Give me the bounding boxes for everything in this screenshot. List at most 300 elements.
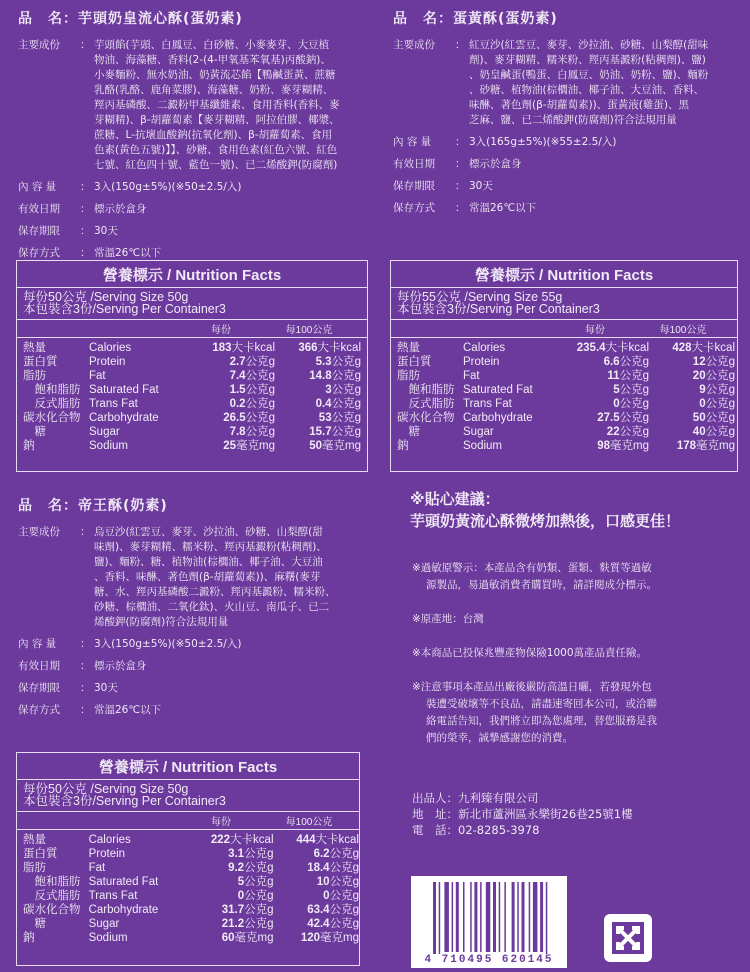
per-serving-value bbox=[555, 355, 649, 369]
ingredients-label: 主要成份 bbox=[18, 526, 60, 538]
unit: 公克g bbox=[244, 876, 274, 888]
expiry-date-value: 標示於盒身 bbox=[94, 203, 147, 215]
nutrition-facts-emperor bbox=[16, 752, 360, 966]
unit: 公克g bbox=[619, 426, 649, 438]
amount: 20 bbox=[692, 370, 706, 382]
nutrient-row bbox=[391, 369, 737, 383]
spacer bbox=[391, 321, 555, 336]
per-100g-value bbox=[274, 833, 359, 847]
barcode-bar bbox=[433, 882, 436, 964]
nutrient-row bbox=[17, 931, 359, 945]
unit: 公克g bbox=[245, 370, 275, 382]
nutrient-row bbox=[391, 355, 737, 369]
nutrient-name-en: Sodium bbox=[463, 440, 502, 452]
nutrient-name-zh: 碳水化合物 bbox=[23, 904, 81, 916]
barcode-bar bbox=[517, 882, 519, 952]
nutrient-row bbox=[17, 917, 359, 931]
nutrient-name-zh: 反式脂肪 bbox=[23, 890, 81, 902]
expiry-date-label: 有效日期 bbox=[393, 158, 435, 170]
unit: 公克g bbox=[244, 848, 274, 860]
nutrient-name-zh: 蛋白質 bbox=[23, 356, 58, 368]
nutrient-row bbox=[17, 341, 367, 355]
nutrient-name-en: Fat bbox=[463, 370, 480, 382]
product-name: 品 名：芋頭奶皇流心酥(蛋奶素) bbox=[18, 11, 243, 27]
nutrient-name-zh: 鈉 bbox=[397, 440, 409, 452]
ingredients-line: 芋頭餡(芋頭、白鳳豆、白砂糖、小麥麥芽、大豆植 bbox=[94, 39, 330, 51]
unit: 公克g bbox=[331, 384, 361, 396]
nutrition-title: 營養標示 / Nutrition Facts bbox=[17, 261, 367, 288]
maker: 出品人：九利臻有限公司 bbox=[412, 791, 539, 805]
ingredients-text bbox=[469, 38, 748, 128]
unit: 公克g bbox=[705, 384, 735, 396]
nutrient-name-zh: 糖 bbox=[23, 426, 46, 438]
amount: 60 bbox=[221, 932, 235, 944]
shelf-life-label: 保存期限 bbox=[18, 682, 60, 694]
per-serving-value bbox=[180, 833, 273, 847]
colon: ： bbox=[80, 203, 91, 215]
nutrient-row bbox=[17, 875, 359, 889]
per-serving-value bbox=[555, 397, 649, 411]
barcode-bar bbox=[512, 882, 515, 952]
nutrient-name-en: Trans Fat bbox=[88, 890, 138, 902]
amount: 42.4 bbox=[307, 918, 330, 930]
amount: 7.8 bbox=[229, 426, 246, 438]
nutrient-name-en: Fat bbox=[88, 862, 106, 874]
content-value: 3入(165g±5%)(※55±2.5/入) bbox=[469, 136, 617, 148]
unit: 公克g bbox=[245, 398, 275, 410]
serving-info bbox=[17, 288, 367, 320]
barcode-bar bbox=[444, 882, 449, 952]
note-line: 裝遭受破壞等不良品，請盡速寄回本公司，或洽聯 bbox=[426, 698, 657, 710]
expiry-date-row bbox=[18, 659, 378, 674]
product-name: 品 名：帝王酥(奶素) bbox=[18, 498, 168, 514]
unit: 公克g bbox=[705, 356, 735, 368]
ingredients-line: 味劑)、麥芽糊精、糯米粉、羥丙基澱粉(粘稠劑)、 bbox=[94, 541, 327, 553]
unit: 公克g bbox=[244, 918, 274, 930]
nutrient-row bbox=[17, 425, 367, 439]
nutrient-name-en: Carbohydrate bbox=[89, 412, 159, 424]
nutrient-row bbox=[391, 341, 737, 355]
per-100g-value bbox=[649, 355, 735, 369]
barcode-bar bbox=[463, 882, 465, 952]
unit: 公克g bbox=[619, 412, 649, 424]
nutrition-title: 營養標示 / Nutrition Facts bbox=[391, 261, 737, 288]
amount: 178 bbox=[676, 440, 697, 452]
nutrient-row bbox=[391, 383, 737, 397]
amount: 0 bbox=[613, 398, 620, 410]
per-100g-value bbox=[275, 397, 361, 411]
colon: ： bbox=[80, 682, 91, 694]
amount: 26.5 bbox=[223, 412, 246, 424]
unit: 公克g bbox=[619, 384, 649, 396]
content-value: 3入(150g±5%)(※50±2.5/入) bbox=[94, 638, 242, 650]
per-serving-value bbox=[180, 847, 273, 861]
per-100g-value bbox=[274, 875, 359, 889]
amount: 2.7 bbox=[229, 356, 246, 368]
content-row bbox=[18, 180, 378, 195]
nutrient-name-en: Protein bbox=[88, 848, 126, 860]
content-label: 內 容 量 bbox=[18, 638, 57, 650]
per-serving-value bbox=[181, 439, 275, 453]
amount: 5 bbox=[237, 876, 245, 888]
unit: 毫克mg bbox=[236, 440, 275, 452]
barcode bbox=[411, 876, 567, 968]
unit: 公克g bbox=[245, 426, 275, 438]
tips-text: 芋頭奶黃流心酥微烤加熱後，口感更佳！ bbox=[410, 512, 681, 530]
nutrient-row bbox=[391, 411, 737, 425]
per-100g-value bbox=[274, 917, 359, 931]
serving-size: 每份50公克 /Serving Size 50g bbox=[23, 290, 189, 304]
amount: 31.7 bbox=[221, 904, 245, 916]
amount: 1.5 bbox=[229, 384, 246, 396]
unit: 大卡kcal bbox=[691, 342, 735, 354]
per-serving-value bbox=[555, 383, 649, 397]
per-serving-value bbox=[181, 411, 275, 425]
barcode-bar bbox=[474, 882, 477, 952]
per-serving-value bbox=[181, 425, 275, 439]
ingredients-line: 糖、水、羥丙基磷酸二澱粉、羥丙基澱粉、糯米粉、 bbox=[94, 586, 336, 598]
barcode-bar bbox=[486, 882, 491, 952]
nutrient-row bbox=[17, 383, 367, 397]
per-100g-value bbox=[649, 397, 735, 411]
barcode-bar bbox=[480, 882, 482, 952]
nutrient-row bbox=[17, 903, 359, 917]
amount: 27.5 bbox=[597, 412, 620, 424]
per-100g-value bbox=[274, 861, 359, 875]
nutrient-name-zh: 脂肪 bbox=[397, 370, 420, 382]
nutrient-name-en: Calories bbox=[89, 342, 132, 354]
ingredients-line: 、砂糖、植物油(棕櫚油、椰子油、大豆油、香料、 bbox=[469, 84, 705, 96]
shelf-life-value: 30天 bbox=[469, 180, 493, 192]
ingredients-label: 主要成份 bbox=[18, 39, 60, 51]
colon: ： bbox=[455, 180, 466, 192]
tips-heading: ※貼心建議： bbox=[410, 490, 500, 508]
product-info-egg-yolk bbox=[393, 8, 748, 216]
per-serving-value bbox=[555, 425, 649, 439]
nutrient-name-zh: 熱量 bbox=[23, 834, 46, 846]
ingredients-line: 紅豆沙(紅雲豆、麥芽、沙拉油、砂糖、山梨醇(甜味 bbox=[469, 39, 709, 51]
column-headers bbox=[17, 812, 359, 830]
nutrient-row bbox=[17, 439, 367, 453]
nutrient-name-zh: 反式脂肪 bbox=[23, 398, 81, 410]
nutrition-facts-egg-yolk bbox=[390, 260, 738, 472]
unit: 公克g bbox=[705, 412, 735, 424]
amount: 428 bbox=[672, 342, 692, 354]
nutrient-row bbox=[391, 425, 737, 439]
amount: 63.4 bbox=[307, 904, 330, 916]
storage-method-value: 常溫26℃以下 bbox=[94, 704, 162, 716]
amount: 9 bbox=[699, 384, 706, 396]
unit: 大卡kcal bbox=[317, 342, 361, 354]
unit: 公克g bbox=[331, 426, 361, 438]
unit: 毫克mg bbox=[322, 440, 361, 452]
col-per-serving: 每份 bbox=[585, 325, 605, 336]
note-line: ※過敏原警示：本產品含有奶類、蛋類、麩質等過敏 bbox=[412, 562, 652, 574]
expiry-date-label: 有效日期 bbox=[18, 203, 60, 215]
unit: 公克g bbox=[329, 890, 359, 902]
serving-info bbox=[17, 780, 359, 812]
nutrient-row bbox=[17, 355, 367, 369]
servings-per-container: 本包裝含3份/Serving Per Container3 bbox=[23, 794, 226, 808]
ingredients-line: 小麥麵粉、無水奶油、奶黃流芯餡【鴨鹹蛋黃、蔗糖 bbox=[94, 69, 336, 81]
nutrient-name-en: Saturated Fat bbox=[88, 876, 159, 888]
unit: 公克g bbox=[329, 848, 359, 860]
ingredients-line: 砂糖、棕櫚油、二氧化鈦)、火山豆、南瓜子、已二 bbox=[94, 601, 330, 613]
barcode-bar bbox=[533, 882, 538, 952]
ingredients-row bbox=[18, 38, 378, 173]
unit: 公克g bbox=[329, 918, 359, 930]
per-100g-value bbox=[649, 439, 735, 453]
amount: 235.4 bbox=[576, 342, 606, 354]
unit: 公克g bbox=[705, 370, 735, 382]
colon: ： bbox=[455, 136, 466, 148]
amount: 183 bbox=[212, 342, 232, 354]
content-value: 3入(150g±5%)(※50±2.5/入) bbox=[94, 181, 242, 193]
per-serving-value bbox=[180, 917, 273, 931]
note-line: ※原產地：台灣 bbox=[412, 613, 484, 625]
expiry-date-value: 標示於盒身 bbox=[469, 158, 522, 170]
nutrient-name-zh: 糖 bbox=[397, 426, 420, 438]
colon: ： bbox=[80, 225, 91, 237]
nutrition-title: 營養標示 / Nutrition Facts bbox=[17, 753, 359, 780]
shelf-life-row bbox=[393, 179, 748, 194]
storage-method-label: 保存方式 bbox=[18, 704, 60, 716]
amount: 7.4 bbox=[229, 370, 246, 382]
colon: ： bbox=[80, 39, 91, 51]
spacer bbox=[17, 813, 181, 828]
content-row bbox=[18, 637, 378, 652]
barcode-bar bbox=[452, 882, 454, 952]
barcode-bar bbox=[504, 882, 506, 952]
per-serving-value bbox=[180, 931, 273, 945]
per-100g-value bbox=[275, 369, 361, 383]
ingredients-line: 乳酪(乳酪、鹿角菜膠)、海藻糖、奶粉、麥芽糊精、 bbox=[94, 84, 334, 96]
amount: 53 bbox=[318, 412, 332, 424]
amount: 15.7 bbox=[309, 426, 332, 438]
amount: 0.4 bbox=[315, 398, 332, 410]
shelf-life-label: 保存期限 bbox=[393, 180, 435, 192]
expiry-date-label: 有效日期 bbox=[18, 660, 60, 672]
barcode-bar bbox=[540, 882, 543, 952]
nutrition-rows bbox=[391, 338, 737, 456]
nutrient-name-zh: 熱量 bbox=[397, 342, 420, 354]
unit: 公克g bbox=[331, 370, 361, 382]
unit: 大卡kcal bbox=[315, 834, 359, 846]
amount: 6.6 bbox=[603, 356, 620, 368]
ingredients-text bbox=[94, 525, 378, 630]
barcode-bar bbox=[529, 882, 531, 952]
nutrient-name-zh: 脂肪 bbox=[23, 862, 46, 874]
content-label: 內 容 量 bbox=[18, 181, 57, 193]
content-label: 內 容 量 bbox=[393, 136, 432, 148]
per-100g-value bbox=[275, 355, 361, 369]
colon: ： bbox=[80, 526, 91, 538]
unit: 公克g bbox=[331, 356, 361, 368]
company-info bbox=[412, 790, 633, 838]
per-100g-value bbox=[274, 847, 359, 861]
nutrient-name-zh: 碳水化合物 bbox=[397, 412, 455, 424]
per-serving-value bbox=[180, 875, 273, 889]
product-info-taro bbox=[18, 8, 378, 261]
nutrition-rows bbox=[17, 830, 359, 948]
amount: 10 bbox=[316, 876, 330, 888]
per-serving-value bbox=[180, 903, 273, 917]
note-line: ※注意事項本產品出廠後嚴防高溫日曬，若發現外包 bbox=[412, 681, 652, 693]
ingredients-line: 羥丙基磷酸、二澱粉甲基纖維素、食用香料(香料、麥 bbox=[94, 99, 340, 111]
nutrient-row bbox=[391, 439, 737, 453]
amount: 0.2 bbox=[229, 398, 246, 410]
nutrient-name-en: Trans Fat bbox=[89, 398, 138, 410]
nutrient-name-zh: 反式脂肪 bbox=[397, 398, 455, 410]
shelf-life-value: 30天 bbox=[94, 682, 118, 694]
nutrient-name-zh: 鈉 bbox=[23, 932, 35, 944]
col-per-100g: 每100公克 bbox=[285, 325, 333, 336]
amount: 444 bbox=[296, 834, 316, 846]
unit: 公克g bbox=[244, 890, 274, 902]
amount: 5 bbox=[613, 384, 620, 396]
unit: 毫克mg bbox=[696, 440, 735, 452]
barcode-bar bbox=[522, 882, 525, 952]
ingredients-text bbox=[94, 38, 378, 173]
ingredients-line: 味醂、著色劑(β-胡蘿蔔素))、蛋黃液(雞蛋)、黑 bbox=[469, 99, 689, 111]
nutrient-name-en: Sugar bbox=[463, 426, 494, 438]
ingredients-row bbox=[18, 525, 378, 630]
barcode-bar bbox=[499, 882, 501, 952]
ingredients-line: 物油、海藻糖、香料(2-(4-甲氧基苯氧基)丙酸鈉)、 bbox=[94, 54, 331, 66]
storage-method-row bbox=[18, 703, 378, 718]
serving-size: 每份50公克 /Serving Size 50g bbox=[23, 782, 189, 796]
nutrient-name-zh: 蛋白質 bbox=[397, 356, 432, 368]
amount: 98 bbox=[597, 440, 611, 452]
per-100g-value bbox=[275, 383, 361, 397]
nutrient-row bbox=[17, 889, 359, 903]
nutrient-name-zh: 碳水化合物 bbox=[23, 412, 81, 424]
colon: ： bbox=[80, 638, 91, 650]
per-100g-value bbox=[275, 341, 361, 355]
per-100g-value bbox=[275, 425, 361, 439]
nutrient-name-en: Sugar bbox=[88, 918, 120, 930]
product-name: 品 名：蛋黃酥(蛋奶素) bbox=[393, 11, 558, 27]
per-serving-value bbox=[555, 439, 649, 453]
storage-method-row bbox=[393, 201, 748, 216]
per-serving-value bbox=[181, 383, 275, 397]
amount: 9.2 bbox=[228, 862, 245, 874]
nutrient-row bbox=[17, 397, 367, 411]
colon: ： bbox=[80, 247, 91, 259]
unit: 毫克mg bbox=[610, 440, 649, 452]
col-per-100g: 每100公克 bbox=[659, 325, 707, 336]
ingredients-line: 、奶皇鹹蛋(鴨蛋、白鳳豆、奶油、奶粉、鹽)、麵粉 bbox=[469, 69, 709, 81]
tips bbox=[410, 488, 750, 532]
servings-per-container: 本包裝含3份/Serving Per Container3 bbox=[23, 302, 226, 316]
amount: 50 bbox=[309, 440, 323, 452]
per-100g-value bbox=[649, 411, 735, 425]
unit: 公克g bbox=[331, 398, 361, 410]
phone: 電 話：02-8285-3978 bbox=[412, 823, 540, 837]
barcode-bar bbox=[439, 882, 441, 964]
unit: 公克g bbox=[245, 356, 275, 368]
expiry-date-row bbox=[18, 202, 378, 217]
storage-method-label: 保存方式 bbox=[393, 202, 435, 214]
amount: 3 bbox=[325, 384, 332, 396]
nutrient-name-zh: 蛋白質 bbox=[23, 848, 58, 860]
ingredients-line: 七號、紅色四十號、藍色一號)、已二烯酸鉀(防腐劑) bbox=[94, 159, 338, 171]
ingredients-line: 芽糊精)、β-胡蘿蔔素【麥芽糊精、阿拉伯膠、椰漿、 bbox=[94, 114, 340, 126]
nutrient-name-zh: 飽和脂肪 bbox=[397, 384, 455, 396]
nutrient-name-en: Carbohydrate bbox=[88, 904, 159, 916]
shelf-life-value: 30天 bbox=[94, 225, 118, 237]
unit: 公克g bbox=[619, 356, 649, 368]
unit: 公克g bbox=[329, 904, 359, 916]
per-serving-value bbox=[181, 355, 275, 369]
colon: ： bbox=[455, 202, 466, 214]
per-serving-value bbox=[555, 341, 649, 355]
unit: 公克g bbox=[245, 384, 275, 396]
nutrient-row bbox=[17, 847, 359, 861]
nutrient-row bbox=[17, 833, 359, 847]
colon: ： bbox=[455, 39, 466, 51]
nutrient-name-en: Sodium bbox=[89, 440, 128, 452]
nutrient-name-en: Saturated Fat bbox=[89, 384, 159, 396]
unit: 公克g bbox=[244, 862, 274, 874]
per-100g-value bbox=[275, 439, 361, 453]
amount: 18.4 bbox=[307, 862, 330, 874]
per-100g-value bbox=[649, 383, 735, 397]
recycle-icon bbox=[602, 912, 654, 968]
nutrition-facts-taro bbox=[16, 260, 368, 472]
per-serving-value bbox=[181, 369, 275, 383]
nutrient-row bbox=[17, 411, 367, 425]
unit: 公克g bbox=[329, 862, 359, 874]
note-line: 源製品，易過敏消費者購買時，請詳閱成分標示。 bbox=[426, 579, 657, 591]
per-serving-value bbox=[555, 369, 649, 383]
amount: 0 bbox=[323, 890, 330, 902]
unit: 毫克mg bbox=[320, 932, 359, 944]
amount: 11 bbox=[607, 370, 620, 382]
unit: 公克g bbox=[244, 904, 274, 916]
barcode-bar bbox=[546, 882, 548, 964]
nutrient-row bbox=[17, 369, 367, 383]
note-item bbox=[412, 611, 747, 628]
unit: 公克g bbox=[705, 426, 735, 438]
ingredients-line: 劑)、麥芽糊精、糯米粉、羥丙基澱粉(粘稠劑)、鹽) bbox=[469, 54, 706, 66]
unit: 大卡kcal bbox=[231, 342, 275, 354]
per-serving-value bbox=[180, 889, 273, 903]
amount: 22 bbox=[606, 426, 620, 438]
colon: ： bbox=[80, 704, 91, 716]
note-item bbox=[412, 560, 747, 594]
nutrient-name-zh: 鈉 bbox=[23, 440, 35, 452]
storage-method-row bbox=[18, 246, 378, 261]
amount: 0 bbox=[237, 890, 245, 902]
ingredients-line: 芝麻、鹽、已二烯酸鉀(防腐劑)符合法規用量 bbox=[469, 114, 677, 126]
nutrient-row bbox=[17, 861, 359, 875]
servings-per-container: 本包裝含3份/Serving Per Container3 bbox=[397, 302, 600, 316]
per-100g-value bbox=[649, 341, 735, 355]
column-headers bbox=[391, 320, 737, 338]
serving-info bbox=[391, 288, 737, 320]
nutrient-name-en: Carbohydrate bbox=[463, 412, 533, 424]
nutrient-name-zh: 飽和脂肪 bbox=[23, 876, 81, 888]
barcode-bar bbox=[493, 882, 496, 952]
notes bbox=[412, 560, 747, 764]
nutrient-name-en: Sugar bbox=[89, 426, 120, 438]
shelf-life-row bbox=[18, 224, 378, 239]
per-serving-value bbox=[181, 341, 275, 355]
note-item bbox=[412, 679, 747, 747]
unit: 公克g bbox=[619, 370, 649, 382]
ingredients-label: 主要成份 bbox=[393, 39, 435, 51]
